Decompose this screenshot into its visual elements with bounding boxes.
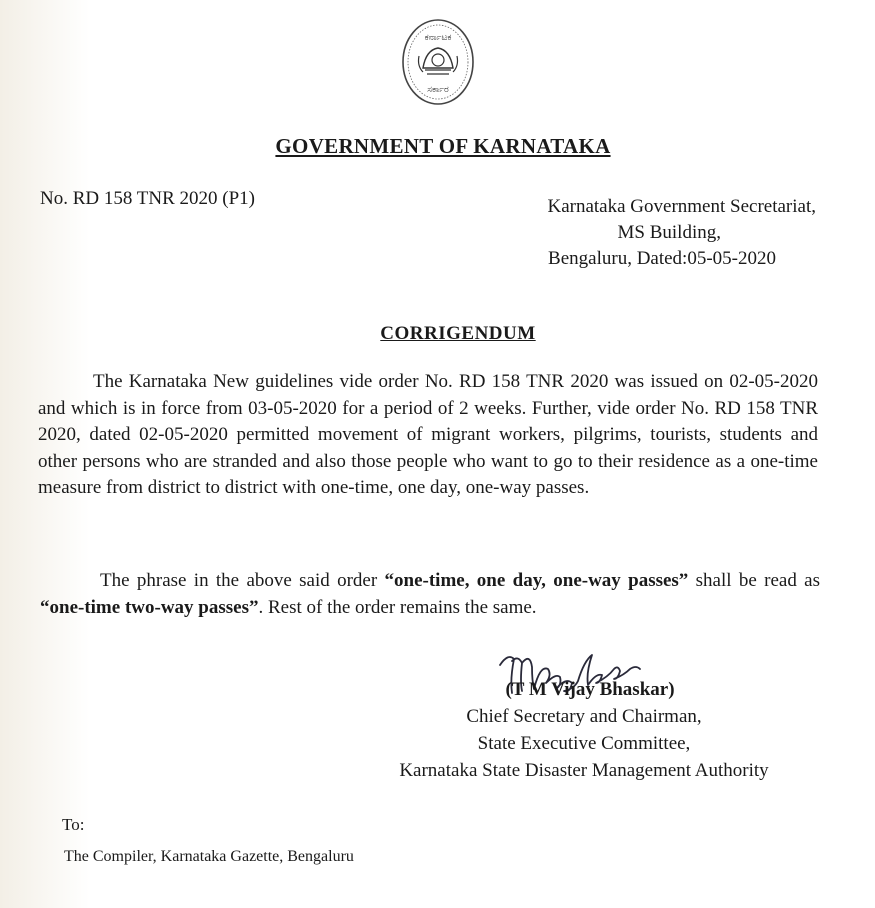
recipient-addressee: The Compiler, Karnataka Gazette, Bengaluru: [64, 848, 354, 865]
government-title: GOVERNMENT OF KARNATAKA: [275, 134, 611, 158]
signatory-designation-1: Chief Secretary and Chairman,: [466, 706, 702, 727]
issuing-office-address: [440, 194, 816, 272]
signatory-designation-3: Karnataka State Disaster Management Authority: [399, 760, 769, 781]
address-line-1: Karnataka Government Secretariat,: [547, 196, 816, 217]
address-line-3-date: Bengaluru, Dated:05-05-2020: [548, 248, 776, 269]
svg-text:ಕರ್ನಾಟಕ: ಕರ್ನಾಟಕ: [424, 32, 452, 42]
svg-text:ಸರ್ಕಾರ: ಸರ್ಕಾರ: [427, 84, 449, 94]
paragraph-2-original-phrase: “one-time, one day, one-way passes”: [384, 570, 689, 591]
paragraph-2-text-2: shall be read as: [688, 570, 820, 591]
paragraph-2-text-3: . Rest of the order remains the same.: [258, 596, 537, 618]
order-reference-number: No. RD 158 TNR 2020 (P1): [40, 188, 255, 209]
paragraph-2-corrected-phrase: “one-time two-way passes”: [40, 596, 259, 618]
karnataka-state-emblem-icon: [401, 18, 475, 106]
body-paragraph-1: The Karnataka New guidelines vide order No. RD 158 TNR 2020 was issued on 02-05-2020 and which is in force from 03-05-2020 for a period of 2 weeks. Further, vide order No. RD 158 TNR 2020, dated 02-05-2020 permitted movement of migrant workers, pilgrims, tourists, students and other persons who are stranded and also those people who want to go to their residence as a one-time measure from district to district with one-time, one day, one-way passes.: [38, 371, 818, 498]
recipient-label: To:: [62, 815, 85, 834]
signatory-block: [360, 676, 808, 784]
signatory-name: (T M Vijay Bhaskar): [505, 679, 675, 700]
signatory-designation-2: State Executive Committee,: [477, 733, 691, 754]
paragraph-2-text-1: The phrase in the above said order: [100, 570, 385, 591]
address-line-2: MS Building,: [617, 222, 721, 243]
document-heading: CORRIGENDUM: [380, 323, 536, 344]
body-paragraph-2: [40, 568, 820, 621]
